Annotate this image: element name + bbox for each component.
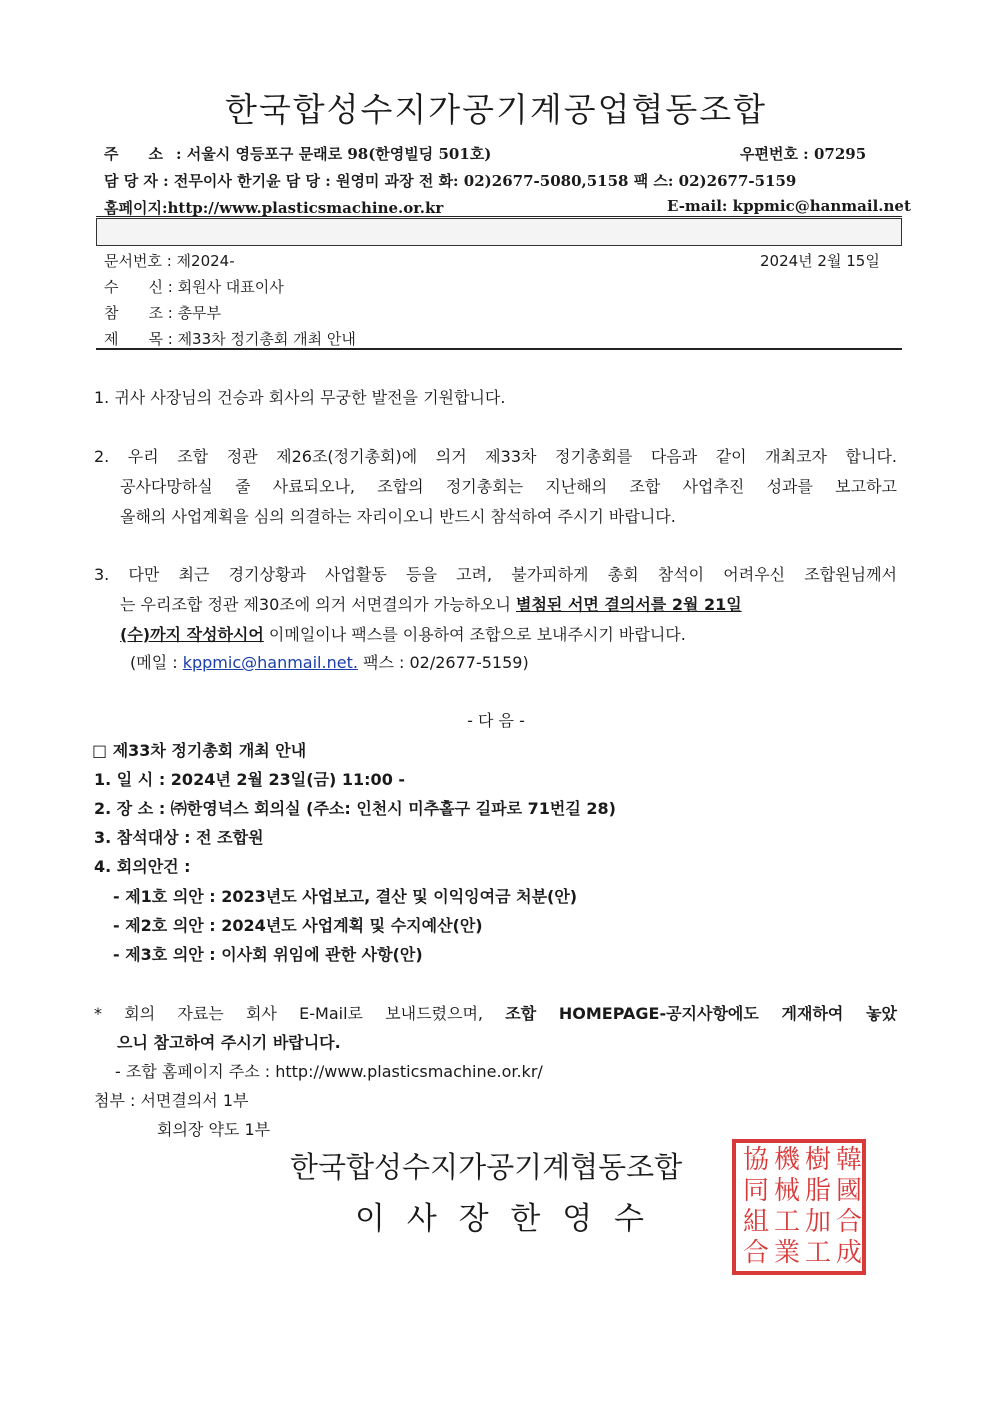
email-link[interactable]: kppmic@hanmail.net. [182, 653, 358, 672]
note-line-1 [94, 1001, 897, 1024]
seal-glyphs [743, 1145, 862, 1268]
paragraph-3-line-3 [120, 622, 686, 645]
seal-char: 械 [773, 1176, 801, 1206]
signature-chairman: 이 사 장 한 영 수 [355, 1201, 650, 1237]
header-divider [96, 216, 902, 217]
note-line-1-bold: 조합 HOMEPAGE-공지사항에도 게재하여 놓았 [505, 1004, 897, 1023]
postal-code: 우편번호 : 07295 [740, 145, 867, 163]
mail-prefix: (메일 : [130, 653, 183, 672]
seal-char: 加 [804, 1207, 832, 1237]
notice-heading: - 다 음 - [467, 711, 525, 730]
item-agenda: 4. 회의안건 : [94, 857, 191, 876]
seal-char: 脂 [804, 1176, 832, 1206]
document-date: 2024년 2월 15일 [760, 252, 880, 270]
seal-char: 韓 [835, 1145, 863, 1175]
address-label: 주 소 [104, 145, 163, 163]
paragraph-1: 1. 귀사 사장님의 건승과 회사의 무궁한 발전을 기원합니다. [94, 388, 506, 407]
seal-char: 合 [835, 1207, 863, 1237]
seal-char: 國 [835, 1176, 863, 1206]
organization-title: 한국합성수지가공기계공업협동조합 [224, 90, 768, 129]
seal-char: 協 [742, 1145, 770, 1175]
agenda-3: - 제3호 의안 : 이사회 위임에 관한 사항(안) [113, 945, 423, 964]
note-line-2: 으니 참고하여 주시기 바랍니다. [117, 1033, 341, 1052]
header-band [96, 218, 902, 246]
paragraph-3-line-2 [120, 592, 742, 615]
item-location: 2. 장 소 : ㈜한영넉스 회의실 (주소: 인천시 미추홀구 길파로 71번길 28) [94, 799, 616, 818]
seal-char: 成 [835, 1238, 863, 1268]
signature-organization: 한국합성수지가공기계협동조합 [290, 1150, 683, 1184]
attachment-1: 첨부 : 서면결의서 1부 [94, 1091, 249, 1110]
highlight-deadline-cont: (수)까지 작성하시어 [120, 625, 264, 644]
paragraph-3-line-3-text: 이메일이나 팩스를 이용하여 조합으로 보내주시기 바랍니다. [263, 625, 686, 644]
reference: 참 조 : 총무부 [104, 304, 222, 322]
official-seal-icon [731, 1138, 867, 1276]
seal-char: 工 [773, 1207, 801, 1237]
paragraph-2-line-1: 2. 우리 조합 정관 제26조(정기총회)에 의거 제33차 정기총회를 다음과 같이 개최코자 합니다. [94, 447, 897, 466]
paragraph-2-line-2: 공사다망하실 줄 사료되오나, 조합의 정기총회는 지난해의 조합 사업추진 성과를 보고하고 [120, 477, 897, 496]
contact-line: 담 당 자 : 전무이사 한기윤 담 당 : 원영미 과장 전 화: 02)2677-5080,5158 팩 스: 02)2677-5159 [104, 172, 797, 190]
seal-char: 同 [742, 1176, 770, 1206]
item-attendees: 3. 참석대상 : 전 조합원 [94, 828, 264, 847]
homepage-text: 홈페이지:http://www.plasticsmachine.or.kr [104, 199, 444, 217]
homepage-line: - 조합 홈페이지 주소 : http://www.plasticsmachine.or.kr/ [115, 1062, 543, 1081]
item-datetime: 1. 일 시 : 2024년 2월 23일(금) 11:00 - [94, 770, 406, 789]
paragraph-3-line-1: 3. 다만 최근 경기상황과 사업활동 등을 고려, 불가피하게 총회 참석이 어려우신 조합원님께서 [94, 565, 897, 584]
meta-divider [96, 348, 902, 350]
seal-char: 樹 [804, 1145, 832, 1175]
seal-char: 合 [742, 1238, 770, 1268]
seal-char: 組 [742, 1207, 770, 1237]
seal-char: 機 [773, 1145, 801, 1175]
seal-char: 工 [804, 1238, 832, 1268]
paragraph-3-line-2-text: 는 우리조합 정관 제30조에 의거 서면결의가 가능하오니 [120, 595, 516, 614]
recipient: 수 신 : 회원사 대표이사 [104, 278, 284, 296]
contact-info-line [130, 650, 529, 673]
agenda-2: - 제2호 의안 : 2024년도 사업계획 및 수지예산(안) [113, 916, 483, 935]
note-line-1-text: * 회의 자료는 회사 E-Mail로 보내드렸으며, [94, 1004, 506, 1023]
email-text: E-mail: kppmic@hanmail.net [667, 197, 911, 215]
agenda-1: - 제1호 의안 : 2023년도 사업보고, 결산 및 이익잉여금 처분(안) [113, 887, 578, 906]
notice-box-title: □ 제33차 정기총회 개최 안내 [92, 741, 307, 760]
highlight-deadline: 별첨된 서면 결의서를 2월 21일 [516, 595, 742, 614]
seal-char: 業 [773, 1238, 801, 1268]
attachment-2: 회의장 약도 1부 [157, 1120, 271, 1139]
fax-text: 팩스 : 02/2677-5159) [357, 653, 529, 672]
document-number: 문서번호 : 제2024- [104, 252, 235, 270]
address-value: : 서울시 영등포구 문래로 98(한영빌딩 501호) [176, 145, 492, 163]
subject: 제 목 : 제33차 정기총회 개최 안내 [104, 330, 356, 348]
paragraph-2-line-3: 올해의 사업계획을 심의 의결하는 자리이오니 반드시 참석하여 주시기 바랍니다. [120, 507, 676, 526]
